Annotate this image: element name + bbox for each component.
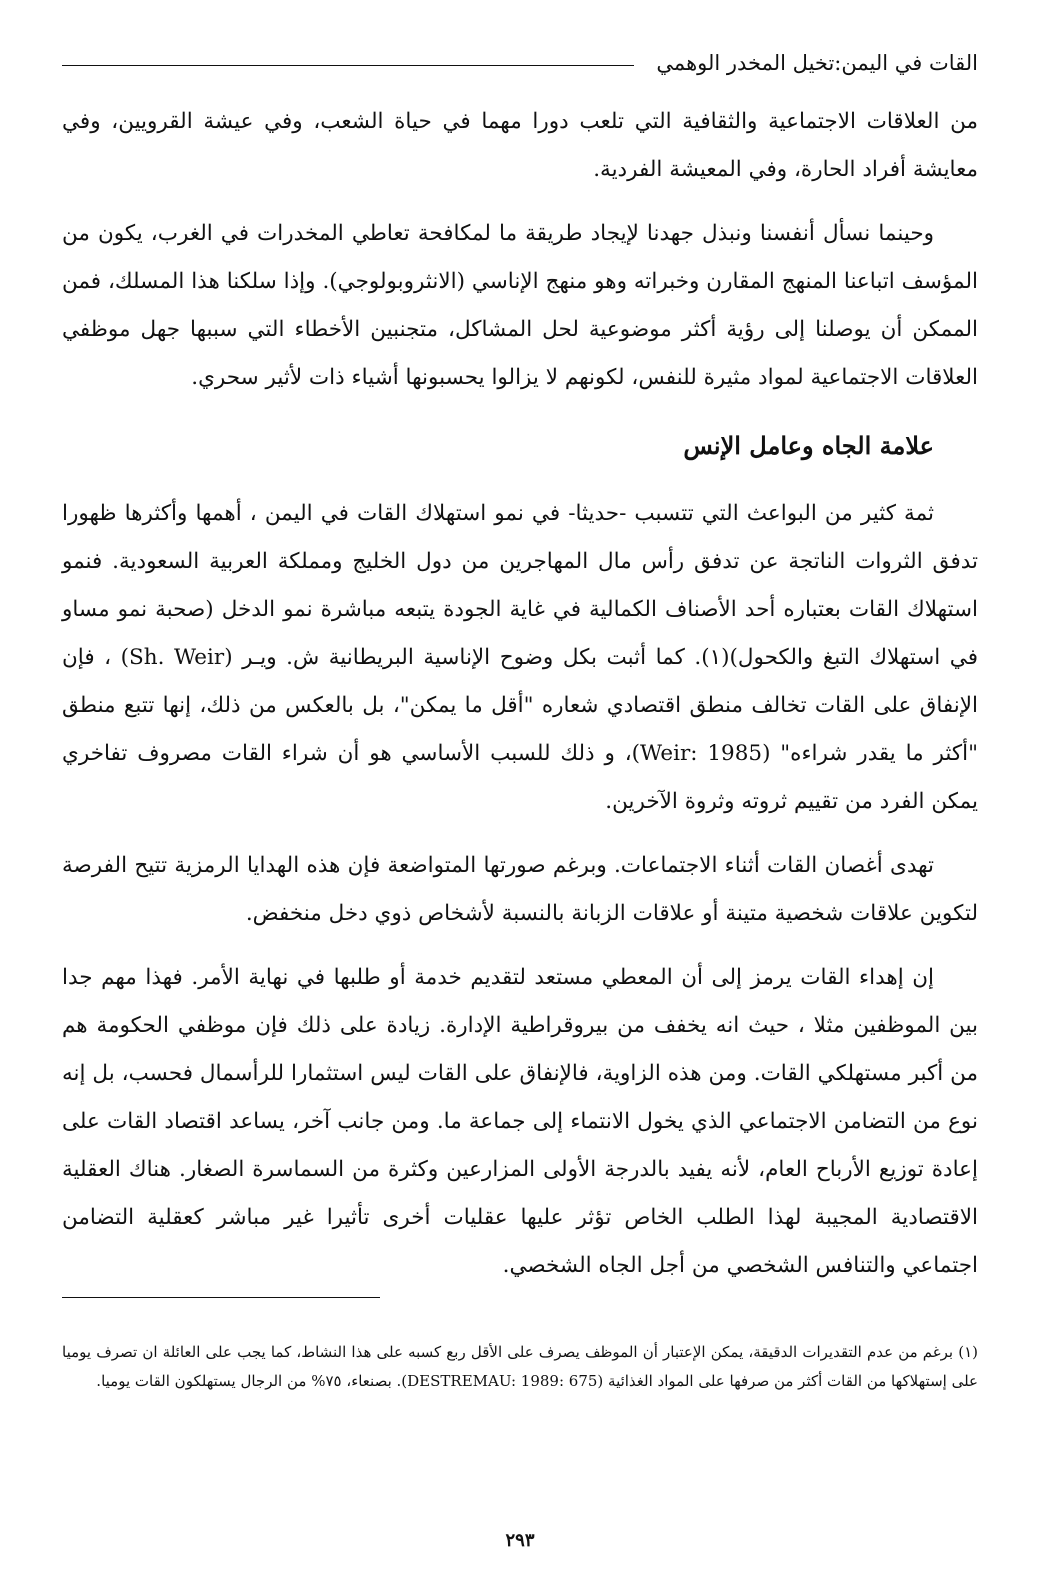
paragraph-1: من العلاقات الاجتماعية والثقافية التي تلعب دورا مهما في حياة الشعب، وفي عيشة القرويين، وفي معايشة أفراد الحارة، وفي المعيشة الفردية. xyxy=(62,109,978,182)
page-number: ٢٩٣ xyxy=(505,1530,535,1551)
section-heading: علامة الجاه وعامل الإنس xyxy=(683,431,934,460)
header-title: القات في اليمن:تخيل المخدر الوهمي xyxy=(656,50,978,75)
footnote-rule xyxy=(62,1297,380,1298)
running-header xyxy=(62,36,978,76)
header-rule xyxy=(62,65,634,66)
paragraph-4: تهدى أغصان القات أثناء الاجتماعات. وبرغم صورتها المتواضعة فإن هذه الهدايا الرمزية تتيح الفرصة لتكوين علاقات شخصية متينة أو علاقات الزبانة بالنسبة لأشخاص ذوي دخل منخفض. xyxy=(62,853,978,926)
paragraph-2: وحينما نسأل أنفسنا ونبذل جهدنا لإيجاد طريقة ما لمكافحة تعاطي المخدرات في الغرب، يكون من المؤسف اتباعنا المنهج المقارن وخبراته وهو منهج الإناسي (الانثروبولوجي). وإذا سلكنا هذا المسلك، فمن الممكن أن يوصلنا إلى رؤية أكثر موضوعية لحل المشاكل، متجنبين الأخطاء التي سببها جهل موظفي العلاقات الاجتماعية لمواد مثيرة للنفس، لكونهم لا يزالوا يحسبونها أشياء ذات لأثير سحري. xyxy=(62,221,978,390)
footnote: (١) برغم من عدم التقديرات الدقيقة، يمكن الإعتبار أن الموظف يصرف على الأقل ربع كسبه على هذا النشاط، كما يجب على العائلة ان تصرف يوميا على إستهلاكها من القات أكثر من صرفها على المواد الغذائية (DESTREMAU: 1989: 675). بصنعاء، ٧٥% من الرجال يستهلكون القات يوميا. xyxy=(62,1343,978,1390)
body-text xyxy=(62,98,978,1306)
paragraph-5: إن إهداء القات يرمز إلى أن المعطي مستعد لتقديم خدمة أو طلبها في نهاية الأمر. فهذا مهم جدا بين الموظفين مثلا ، حيث انه يخفف من بيروقراطية الإدارة. زيادة على ذلك فإن موظفي الحكومة هم من أكبر مستهلكي القات. ومن هذه الزاوية، فالإنفاق على القات ليس استثمارا للرأسمال فحسب، بل إنه نوع من التضامن الاجتماعي الذي يخول الانتماء إلى جماعة ما. ومن جانب آخر، يساعد اقتصاد القات على إعادة توزيع الأرباح العام، لأنه يفيد بالدرجة الأولى المزارعين وكثرة من السماسرة الصغار. هناك العقلية الاقتصادية المجيبة لهذا الطلب الخاص تؤثر عليها عقليات أخرى تأثيرا غير مباشر كعقلية التضامن اجتماعي والتنافس الشخصي من أجل الجاه الشخصي. xyxy=(62,965,978,1278)
paragraph-3: ثمة كثير من البواعث التي تتسبب -حديثا- في نمو استهلاك القات في اليمن ، أهمها وأكثرها ظهورا تدفق الثروات الناتجة عن تدفق رأس مال المهاجرين من دول الخليج ومملكة العربية السعودية. فنمو استهلاك القات بعتباره أحد الأصناف الكمالية في غاية الجودة يتبعه مباشرة نمو الدخل (صحبة نمو مساو في استهلاك التبغ والكحول)(١). كما أثبت بكل وضوح الإناسية البريطانية ش. ويـر (Sh. Weir) ، فإن الإنفاق على القات تخالف منطق اقتصادي شعاره "أقل ما يمكن"، بل بالعكس من ذلك، إنها تتبع منطق "أكثر ما يقدر شراءه" (Weir: 1985)، و ذلك للسبب الأساسي هو أن شراء القات مصروف تفاخري يمكن الفرد من تقييم ثروته وثروة الآخرين. xyxy=(62,501,978,814)
